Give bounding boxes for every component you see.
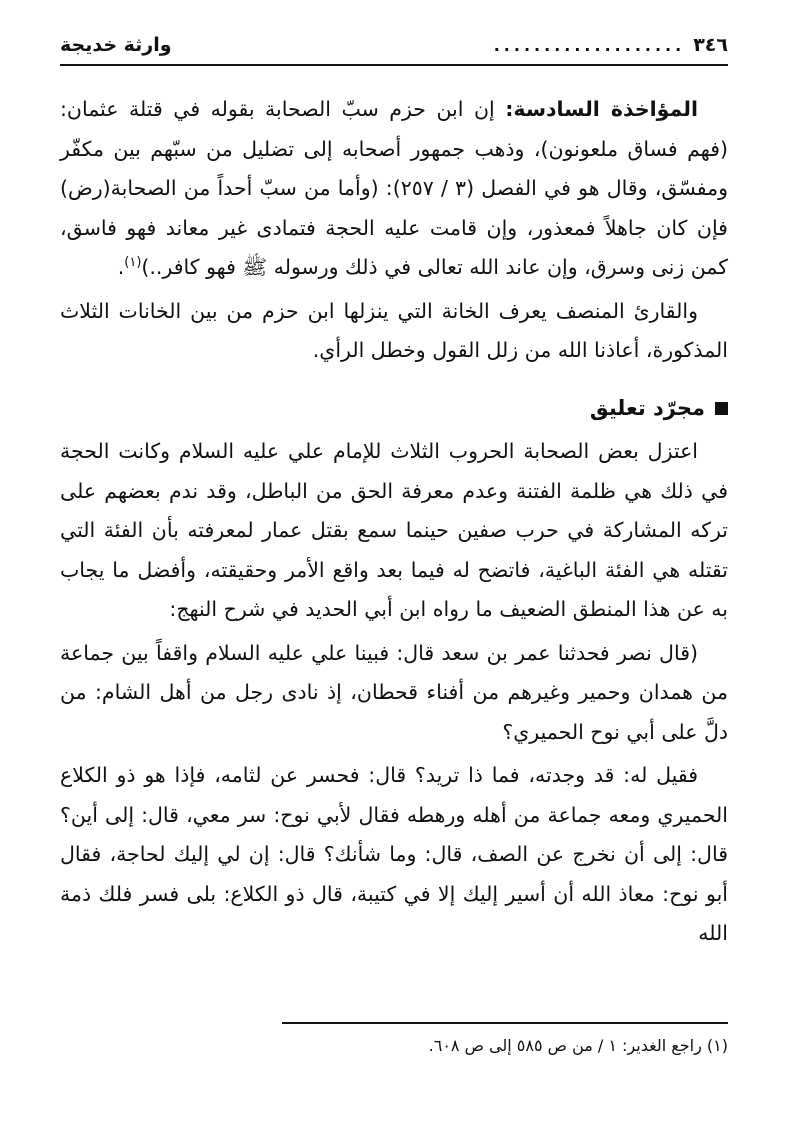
footnote: (١) راجع الغدير: ١ / من ص ٥٨٥ إلى ص ٦٠٨.: [428, 1036, 728, 1055]
section-paragraph: (قال نصر فحدثنا عمر بن سعد قال: فبينا علي عليه السلام واقفاً بين جماعة من همدان وحمير وغيرهم من أفناء قحطان، إذ نادى رجل من أهل الشام: من دلَّ على أبي نوح الحميري؟: [60, 640, 728, 744]
paragraph-lead: المؤاخذة السادسة:: [505, 97, 699, 121]
footnote-divider: [282, 1022, 728, 1024]
main-text: [60, 90, 728, 954]
paragraph-reader-note: والقارئ المنصف يعرف الخانة التي ينزلها ابن حزم من بين الخانات الثلاث المذكورة، أعاذنا الله من زلل القول وخطل الرأي.: [60, 298, 728, 362]
footnote-reference: (١): [124, 255, 142, 271]
section-heading-text: مجرّد تعليق: [589, 395, 705, 420]
page-number: ٣٤٦: [693, 34, 728, 56]
paragraph-objection-six: [60, 90, 728, 288]
square-bullet-icon: [715, 402, 728, 415]
book-title: وارثة خديجة: [60, 34, 172, 56]
paragraph-text: إن ابن حزم سبّ الصحابة بقوله في قتلة عثمان: (فهم فساق ملعونون)، وذهب جمهور أصحابه إلى تضليل من سبّهم بين مكفّر ومفسّق، وقال هو في الفصل (٣ / ٢٥٧): (وأما من سبّ أحداً من الصحابة(رض) فإن كان جاهلاً فمعذور، وإن قامت عليه الحجة فتمادى غير معاند فهو فاسق، كمن زنى وسرق، وإن عاند الله تعالى في ذلك ورسوله ﷺ فهو كافر..): [60, 97, 728, 279]
section-heading: [60, 389, 728, 429]
running-header: [60, 30, 728, 60]
section-paragraph: اعتزل بعض الصحابة الحروب الثلاث للإمام علي عليه السلام وكانت الحجة في ذلك هي ظلمة الفتنة وعدم معرفة الحق من الباطل، وقد ندم بعضهم على تركه المشاركة في حرب صفين حينما سمع بقتل عمار لمعرفته بأن الفئة التي تقتله هي الفئة الباغية، فاتضح له فيما بعد واقع الأمر وحقيقته، وأفضل ما يجاب به عن هذا المنطق الضعيف ما رواه ابن أبي الحديد في شرح النهج:: [60, 439, 728, 621]
section-paragraph: فقيل له: قد وجدته، فما ذا تريد؟ قال: فحسر عن لثامه، فإذا هو ذو الكلاع الحميري ومعه جماعة من أهله ورهطه فقال لأبي نوح: سر معي، قال: إلى أين؟ قال: إلى أن نخرج عن الصف، قال: وما شأنك؟ قال: إن لي إليك لحاجة، فقال أبو نوح: معاذ الله أن أسير إليك إلا في كتيبة، قال ذو الكلاع: بلى فسر فلك ذمة الله: [60, 763, 728, 945]
header-leader-dots: ...................: [493, 35, 686, 55]
paragraph-tail: .: [117, 255, 125, 279]
header-divider: [60, 64, 728, 66]
